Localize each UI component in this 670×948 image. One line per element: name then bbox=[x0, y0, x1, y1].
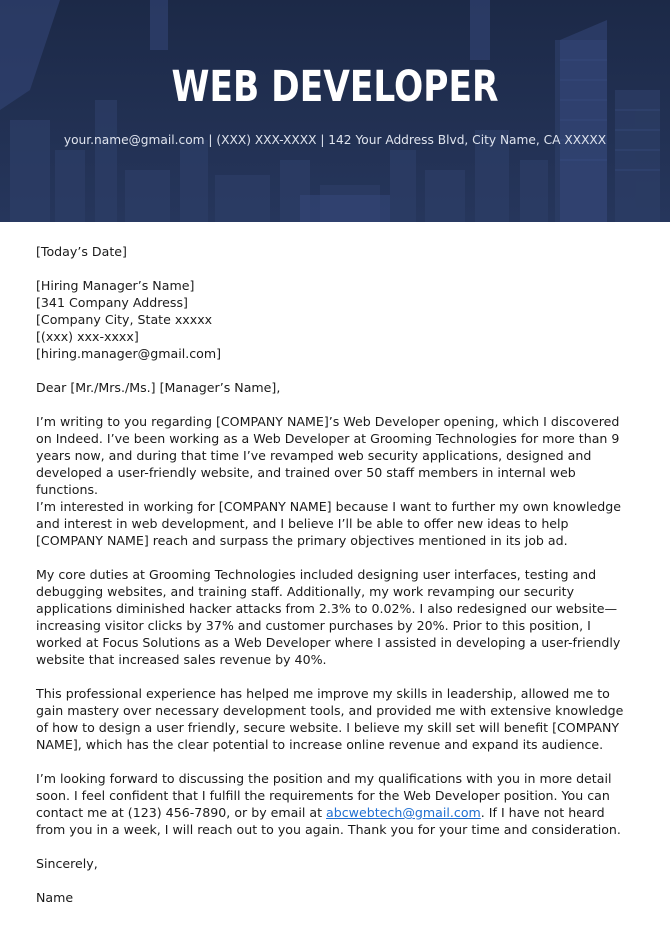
cover-letter-body bbox=[36, 243, 636, 906]
email-link[interactable]: abcwebtech@gmail.com bbox=[326, 805, 481, 820]
letter-date: [Today’s Date] bbox=[36, 244, 127, 259]
closing-text-before: I’m looking forward to discussing the position and my qualifications with you in more detail soon. I feel confident that I fulfill the requirements for the Web Developer position. You can contact me at (123) 456-7890, or by email at bbox=[36, 771, 612, 820]
paragraph-experience: This professional experience has helped me improve my skills in leadership, allowed me to gain mastery over necessary development tools, and provided me with extensive knowledge of how to design a user friendly, secure website. I believe my skill set will benefit [COMPANY NAME], which has the clear potential to increase online revenue and expand its audience. bbox=[36, 686, 624, 752]
paragraph-duties: My core duties at Grooming Technologies included designing user interfaces, testing and debugging websites, and training staff. Additionally, my work revamping our security applications diminished hacker attacks from 2.3% to 0.02%. I also redesigned our website—increasing visitor clicks by 37% and customer purchases by 20%. Prior to this position, I worked at Focus Solutions as a Web Developer where I assisted in developing a user-friendly website that increased sales revenue by 40%. bbox=[36, 567, 621, 667]
header-banner bbox=[0, 0, 670, 222]
recipient-line: [Hiring Manager’s Name] bbox=[36, 278, 195, 293]
recipient-line: [Company City, State xxxxx bbox=[36, 312, 213, 327]
recipient-line: [(xxx) xxx-xxxx] bbox=[36, 329, 139, 344]
closing-phrase: Sincerely, bbox=[36, 856, 98, 871]
contact-line: your.name@gmail.com | (XXX) XXX-XXXX | 142 Your Address Blvd, City Name, CA XXXXX bbox=[63, 133, 607, 147]
salutation: Dear [Mr./Mrs./Ms.] [Manager’s Name], bbox=[36, 380, 281, 395]
paragraph-interest: I’m interested in working for [COMPANY NAME] because I want to further my own knowledge and interest in web development, and I believe I’ll be able to offer new ideas to help [COMPANY NAME] reach and surpass the primary objectives mentioned in its job ad. bbox=[36, 499, 621, 548]
closing-text-after: . If I have not heard from you in a week, I will reach out to you again. Thank you for your time and consideration. bbox=[36, 805, 621, 837]
recipient-line: [hiring.manager@gmail.com] bbox=[36, 346, 222, 361]
job-title: WEB DEVELOPER bbox=[171, 62, 499, 112]
recipient-block bbox=[36, 277, 636, 362]
signature-name: Name bbox=[36, 890, 74, 905]
recipient-line: [341 Company Address] bbox=[36, 295, 188, 310]
paragraph-closing bbox=[36, 770, 636, 838]
paragraph-intro: I’m writing to you regarding [COMPANY NAME]’s Web Developer opening, which I discovered on Indeed. I’ve been working as a Web Developer at Grooming Technologies for more than 9 years now, and during that time I’ve revamped web security applications, designed and developed a user-friendly website, and trained over 50 staff members in internal web functions. bbox=[36, 414, 620, 497]
